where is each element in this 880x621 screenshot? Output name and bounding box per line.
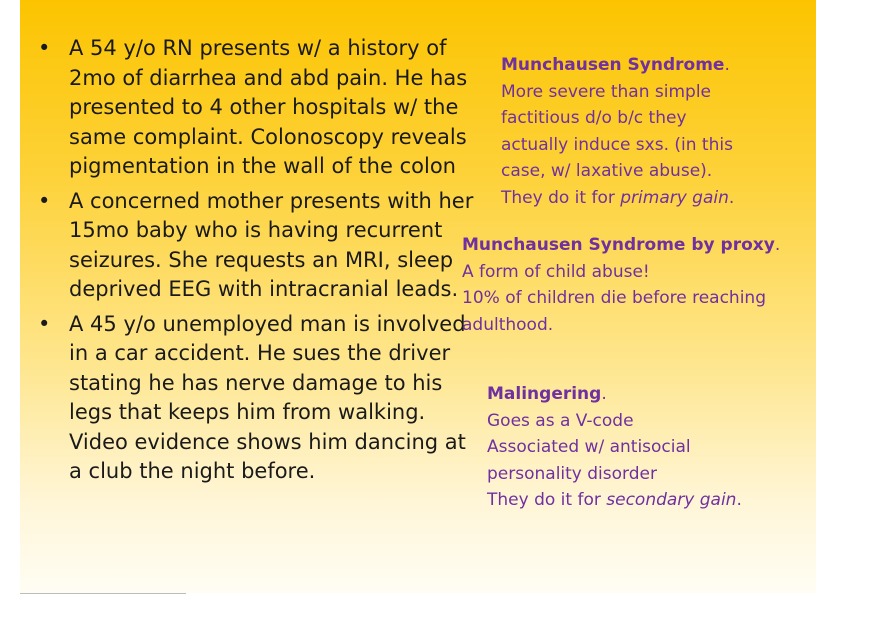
case-item <box>34 310 484 487</box>
note-line: More severe than simple <box>501 81 712 102</box>
case-item <box>34 34 484 182</box>
footer-divider <box>20 593 186 594</box>
note-suffix: . <box>736 490 742 510</box>
note-title: Munchausen Syndrome by proxy <box>462 235 775 255</box>
note-emphasis: primary gain <box>620 187 729 208</box>
note-line <box>487 487 742 514</box>
note-line <box>501 185 734 212</box>
bullet-icon: • <box>38 188 51 213</box>
case-text: A concerned mother presents with her 15mo baby who is having recurrent seizures. She requests an MRI, sleep deprived EEG with intracranial leads. <box>69 188 474 301</box>
note-line: personality disorder <box>487 463 657 484</box>
bullet-icon: • <box>38 311 51 336</box>
note-munchausen <box>501 52 734 211</box>
note-line: factitious d/o b/c they <box>501 108 687 128</box>
note-prefix: They do it for <box>501 187 621 208</box>
note-title-suffix: . <box>601 384 607 404</box>
note-prefix: They do it for <box>487 490 607 510</box>
note-title-line <box>462 232 780 259</box>
note-title-suffix: . <box>774 235 781 255</box>
note-emphasis: secondary gain <box>606 490 737 510</box>
case-list <box>34 34 484 492</box>
note-line: case, w/ laxative abuse). <box>501 161 713 181</box>
note-line: 10% of children die before reaching <box>462 288 766 308</box>
note-title: Malingering <box>487 384 602 404</box>
note-suffix: . <box>728 187 735 208</box>
note-malingering <box>487 381 742 514</box>
note-line: actually induce sxs. (in this <box>501 134 733 155</box>
note-title-line <box>487 381 742 408</box>
note-line: Associated w/ antisocial <box>487 437 691 457</box>
note-title-line <box>501 52 734 79</box>
case-item <box>34 187 484 305</box>
case-text: A 54 y/o RN presents w/ a history of 2mo of diarrhea and abd pain. He has presented to 4 other hospitals w/ the same complaint. Colonoscopy reveals pigmentation in the wall of the colon <box>69 36 468 178</box>
note-line: adulthood. <box>462 314 554 335</box>
note-munchausen-proxy <box>462 232 780 338</box>
note-line: Goes as a V-code <box>487 410 634 431</box>
bullet-icon: • <box>38 36 51 60</box>
case-text: A 45 y/o unemployed man is involved in a car accident. He sues the driver stating he has nerve damage to his legs that keeps him from walking. Video evidence shows him dancing at a club the night before. <box>69 311 466 483</box>
note-title-suffix: . <box>724 55 730 75</box>
note-line: A form of child abuse! <box>462 261 650 282</box>
note-title: Munchausen Syndrome <box>501 55 725 75</box>
